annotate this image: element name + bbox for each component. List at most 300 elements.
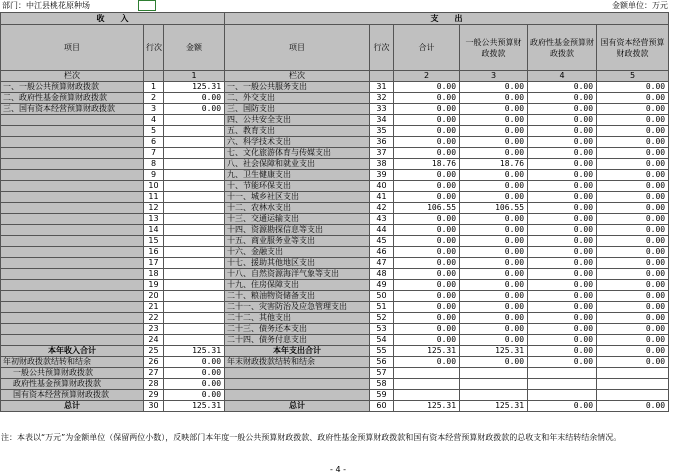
department-label: 部门：中江县桃花原种场 (2, 1, 90, 10)
expense-item-label: 五、教育支出 (225, 126, 370, 137)
expense-total-amount[interactable]: 0.00 (394, 137, 460, 148)
line-no-cell: 9 (144, 170, 164, 181)
colnum-label-left: 栏次 (1, 71, 144, 82)
line-no-cell: 3 (144, 104, 164, 115)
col-expense-line: 行次 (370, 25, 394, 71)
line-no-cell: 5 (144, 126, 164, 137)
line-no-cell: 35 (370, 126, 394, 137)
line-no-cell: 36 (370, 137, 394, 148)
line-no-cell: 57 (370, 368, 394, 379)
gov-fund-amount[interactable]: 0.00 (528, 280, 597, 291)
gov-fund-amount[interactable]: 0.00 (528, 148, 597, 159)
expense-total-general[interactable]: 125.31 (460, 346, 528, 357)
state-capital-amount[interactable]: 0.00 (597, 280, 669, 291)
gov-fund-amount[interactable]: 0.00 (528, 335, 597, 346)
expense-total-amount[interactable]: 0.00 (394, 192, 460, 203)
sub-row-label: 国有资本经营预算财政拨款 (1, 390, 144, 401)
line-no-cell: 14 (144, 225, 164, 236)
income-amount[interactable] (164, 192, 225, 203)
income-amount[interactable] (164, 148, 225, 159)
table-row (1, 258, 669, 269)
line-no-cell: 47 (370, 258, 394, 269)
general-budget-amount[interactable]: 0.00 (460, 280, 528, 291)
line-no-cell: 43 (370, 214, 394, 225)
income-item-label (1, 192, 144, 203)
gov-fund-amount[interactable]: 0.00 (528, 82, 597, 93)
header-bar (0, 0, 676, 12)
income-amount[interactable] (164, 115, 225, 126)
income-item-label (1, 203, 144, 214)
line-no-cell: 59 (370, 390, 394, 401)
line-no-cell: 58 (370, 379, 394, 390)
state-capital-amount[interactable]: 0.00 (597, 148, 669, 159)
table-row (1, 269, 669, 280)
income-amount[interactable] (164, 258, 225, 269)
line-no-cell: 51 (370, 302, 394, 313)
line-no-cell: 42 (370, 203, 394, 214)
expense-total-amount[interactable]: 0.00 (394, 313, 460, 324)
expense-total-capital[interactable]: 0.00 (597, 346, 669, 357)
end-balance-label: 年末财政拨款结转和结余 (225, 357, 370, 368)
income-item-label (1, 170, 144, 181)
empty-cell (394, 368, 460, 379)
selected-cell-marker[interactable] (138, 0, 156, 11)
col-gov-fund: 政府性基金预算财政拨款 (528, 25, 597, 71)
income-item-label: 三、国有资本经营预算财政拨款 (1, 104, 144, 115)
gov-fund-amount[interactable]: 0.00 (528, 313, 597, 324)
expense-total-amount[interactable]: 0.00 (394, 280, 460, 291)
general-budget-amount[interactable]: 0.00 (460, 115, 528, 126)
state-capital-amount[interactable]: 0.00 (597, 192, 669, 203)
income-item-label (1, 280, 144, 291)
line-no-cell: 31 (370, 82, 394, 93)
line-no-cell: 27 (144, 368, 164, 379)
state-capital-amount[interactable]: 0.00 (597, 335, 669, 346)
income-item-label (1, 247, 144, 258)
line-no-cell: 20 (144, 291, 164, 302)
general-budget-amount[interactable]: 0.00 (460, 302, 528, 313)
empty-cell (225, 379, 370, 390)
empty-cell (597, 368, 669, 379)
expense-item-label: 四、公共安全支出 (225, 115, 370, 126)
general-budget-amount[interactable]: 0.00 (460, 170, 528, 181)
end-balance-general[interactable]: 0.00 (460, 357, 528, 368)
empty-cell (460, 368, 528, 379)
grand-total-fund[interactable]: 0.00 (528, 401, 597, 412)
expense-item-label: 十四、资源勘探信息等支出 (225, 225, 370, 236)
expense-item-label: 十一、城乡社区支出 (225, 192, 370, 203)
expense-total-amount[interactable]: 0.00 (394, 335, 460, 346)
income-item-label (1, 225, 144, 236)
state-capital-amount[interactable]: 0.00 (597, 324, 669, 335)
gov-fund-amount[interactable]: 0.00 (528, 137, 597, 148)
expense-item-label: 一、一般公共服务支出 (225, 82, 370, 93)
income-amount[interactable] (164, 137, 225, 148)
expense-total-amount[interactable]: 0.00 (394, 324, 460, 335)
grand-total-total[interactable]: 125.31 (394, 401, 460, 412)
line-no-cell: 40 (370, 181, 394, 192)
income-section-header: 收 入 (1, 13, 225, 25)
gov-fund-amount[interactable]: 0.00 (528, 159, 597, 170)
table-row (1, 247, 669, 258)
state-capital-amount[interactable]: 0.00 (597, 225, 669, 236)
expense-item-label: 十七、援助其他地区支出 (225, 258, 370, 269)
state-capital-amount[interactable]: 0.00 (597, 313, 669, 324)
grand-total-income[interactable]: 125.31 (164, 401, 225, 412)
state-capital-amount[interactable]: 0.00 (597, 214, 669, 225)
line-no-cell: 12 (144, 203, 164, 214)
colnum-cell: 2 (394, 71, 460, 82)
general-budget-amount[interactable]: 0.00 (460, 214, 528, 225)
begin-balance-label: 年初财政拨款结转和结余 (1, 357, 144, 368)
line-no-cell: 26 (144, 357, 164, 368)
income-item-label (1, 236, 144, 247)
expense-item-label: 二十、粮油物资储备支出 (225, 291, 370, 302)
general-budget-amount[interactable]: 0.00 (460, 82, 528, 93)
income-item-label (1, 324, 144, 335)
expense-total-amount[interactable]: 0.00 (394, 214, 460, 225)
expense-total-amount[interactable]: 0.00 (394, 82, 460, 93)
expense-total-label: 本年支出合计 (225, 346, 370, 357)
line-no-cell: 56 (370, 357, 394, 368)
expense-section-header: 支 出 (225, 13, 669, 25)
income-amount[interactable] (164, 302, 225, 313)
colnum-cell: 5 (597, 71, 669, 82)
end-balance-capital[interactable]: 0.00 (597, 357, 669, 368)
line-no-cell: 19 (144, 280, 164, 291)
income-item-label (1, 258, 144, 269)
table-row (1, 280, 669, 291)
table-row (1, 225, 669, 236)
general-budget-amount[interactable]: 0.00 (460, 247, 528, 258)
line-no-cell: 17 (144, 258, 164, 269)
line-no-cell: 22 (144, 313, 164, 324)
gov-fund-amount[interactable]: 0.00 (528, 104, 597, 115)
expense-total-amount[interactable]: 0.00 (394, 225, 460, 236)
line-no-cell: 60 (370, 401, 394, 412)
general-budget-amount[interactable]: 0.00 (460, 291, 528, 302)
expense-total-fund[interactable]: 0.00 (528, 346, 597, 357)
expense-item-label: 九、卫生健康支出 (225, 170, 370, 181)
gov-fund-amount[interactable]: 0.00 (528, 291, 597, 302)
page-number: - 4 - (330, 465, 346, 474)
line-no-cell: 2 (144, 93, 164, 104)
expense-item-label: 八、社会保障和就业支出 (225, 159, 370, 170)
general-budget-amount[interactable]: 0.00 (460, 225, 528, 236)
line-no-cell: 23 (144, 324, 164, 335)
sub-row-amount[interactable]: 0.00 (164, 390, 225, 401)
general-budget-amount[interactable]: 0.00 (460, 313, 528, 324)
income-amount[interactable] (164, 159, 225, 170)
table-row (1, 214, 669, 225)
general-budget-amount[interactable]: 0.00 (460, 126, 528, 137)
gov-fund-amount[interactable]: 0.00 (528, 203, 597, 214)
line-no-cell: 52 (370, 313, 394, 324)
expense-item-label: 二十一、灾害防治及应急管理支出 (225, 302, 370, 313)
gov-fund-amount[interactable]: 0.00 (528, 93, 597, 104)
gov-fund-amount[interactable]: 0.00 (528, 236, 597, 247)
state-capital-amount[interactable]: 0.00 (597, 291, 669, 302)
income-item-label (1, 159, 144, 170)
expense-item-label: 十三、交通运输支出 (225, 214, 370, 225)
income-item-label (1, 335, 144, 346)
expense-total-amount[interactable]: 0.00 (394, 181, 460, 192)
expense-item-label: 十九、住房保障支出 (225, 280, 370, 291)
state-capital-amount[interactable]: 0.00 (597, 302, 669, 313)
expense-item-label: 十五、商业服务业等支出 (225, 236, 370, 247)
colnum-label-right: 栏次 (225, 71, 370, 82)
general-budget-amount[interactable]: 0.00 (460, 148, 528, 159)
income-amount[interactable] (164, 291, 225, 302)
table-row (1, 313, 669, 324)
sub-row-amount[interactable]: 0.00 (164, 379, 225, 390)
expense-item-label: 六、科学技术支出 (225, 137, 370, 148)
empty-cell (225, 390, 370, 401)
general-budget-amount[interactable]: 106.55 (460, 203, 528, 214)
line-no-cell: 11 (144, 192, 164, 203)
line-no-cell: 10 (144, 181, 164, 192)
income-amount[interactable]: 125.31 (164, 82, 225, 93)
income-item-label: 二、政府性基金预算财政拨款 (1, 93, 144, 104)
general-budget-amount[interactable]: 0.00 (460, 269, 528, 280)
line-no-cell: 8 (144, 159, 164, 170)
income-item-label (1, 291, 144, 302)
general-budget-amount[interactable]: 0.00 (460, 258, 528, 269)
expense-item-label: 三、国防支出 (225, 104, 370, 115)
state-capital-amount[interactable]: 0.00 (597, 236, 669, 247)
end-balance-total[interactable]: 0.00 (394, 357, 460, 368)
expense-total-amount[interactable]: 0.00 (394, 302, 460, 313)
general-budget-amount[interactable]: 0.00 (460, 93, 528, 104)
table-row (1, 192, 669, 203)
expense-total-amount[interactable]: 106.55 (394, 203, 460, 214)
line-no-cell: 16 (144, 247, 164, 258)
expense-total-total[interactable]: 125.31 (394, 346, 460, 357)
state-capital-amount[interactable]: 0.00 (597, 126, 669, 137)
fiscal-appropriation-table (0, 12, 669, 412)
col-income-line: 行次 (144, 25, 164, 71)
income-amount[interactable] (164, 269, 225, 280)
income-amount[interactable] (164, 181, 225, 192)
general-budget-amount[interactable]: 0.00 (460, 192, 528, 203)
end-balance-fund[interactable]: 0.00 (528, 357, 597, 368)
income-amount[interactable] (164, 203, 225, 214)
empty-cell (528, 379, 597, 390)
gov-fund-amount[interactable]: 0.00 (528, 126, 597, 137)
income-total-amount[interactable]: 125.31 (164, 346, 225, 357)
grand-total-general[interactable]: 125.31 (460, 401, 528, 412)
gov-fund-amount[interactable]: 0.00 (528, 181, 597, 192)
empty-cell (460, 379, 528, 390)
general-budget-amount[interactable]: 0.00 (460, 324, 528, 335)
expense-total-amount[interactable]: 0.00 (394, 170, 460, 181)
income-amount[interactable] (164, 214, 225, 225)
line-no-cell: 7 (144, 148, 164, 159)
income-total-label: 本年收入合计 (1, 346, 144, 357)
income-item-label (1, 313, 144, 324)
expense-total-amount[interactable]: 0.00 (394, 93, 460, 104)
table-row (1, 335, 669, 346)
state-capital-amount[interactable]: 0.00 (597, 137, 669, 148)
income-amount[interactable] (164, 126, 225, 137)
sub-row-amount[interactable]: 0.00 (164, 368, 225, 379)
expense-total-amount[interactable]: 0.00 (394, 236, 460, 247)
income-amount[interactable] (164, 313, 225, 324)
state-capital-amount[interactable]: 0.00 (597, 269, 669, 280)
table-row (1, 137, 669, 148)
state-capital-amount[interactable]: 0.00 (597, 93, 669, 104)
expense-item-label: 十、节能环保支出 (225, 181, 370, 192)
colnum-cell (370, 71, 394, 82)
expense-total-amount[interactable]: 18.76 (394, 159, 460, 170)
expense-item-label: 七、文化旅游体育与传媒支出 (225, 148, 370, 159)
expense-total-amount[interactable]: 0.00 (394, 104, 460, 115)
income-item-label (1, 126, 144, 137)
col-state-capital: 国有资本经营预算财政拨款 (597, 25, 669, 71)
table-row (1, 159, 669, 170)
line-no-cell: 46 (370, 247, 394, 258)
expense-item-label: 二、外交支出 (225, 93, 370, 104)
table-row (1, 203, 669, 214)
table-row (1, 291, 669, 302)
line-no-cell: 39 (370, 170, 394, 181)
line-no-cell: 4 (144, 115, 164, 126)
income-amount[interactable] (164, 324, 225, 335)
expense-item-label: 十二、农林水支出 (225, 203, 370, 214)
grand-total-label: 总计 (1, 401, 144, 412)
line-no-cell: 13 (144, 214, 164, 225)
income-item-label (1, 115, 144, 126)
income-amount[interactable]: 0.00 (164, 104, 225, 115)
income-amount[interactable] (164, 247, 225, 258)
empty-cell (460, 390, 528, 401)
expense-total-amount[interactable]: 0.00 (394, 126, 460, 137)
colnum-cell (144, 71, 164, 82)
table-row (1, 181, 669, 192)
gov-fund-amount[interactable]: 0.00 (528, 225, 597, 236)
table-row (1, 170, 669, 181)
state-capital-amount[interactable]: 0.00 (597, 104, 669, 115)
table-row (1, 104, 669, 115)
grand-total-capital[interactable]: 0.00 (597, 401, 669, 412)
expense-total-amount[interactable]: 0.00 (394, 247, 460, 258)
line-no-cell: 32 (370, 93, 394, 104)
empty-cell (528, 390, 597, 401)
line-no-cell: 30 (144, 401, 164, 412)
income-amount[interactable] (164, 335, 225, 346)
line-no-cell: 38 (370, 159, 394, 170)
expense-total-amount[interactable]: 0.00 (394, 258, 460, 269)
income-amount[interactable]: 0.00 (164, 93, 225, 104)
begin-balance-amount[interactable]: 0.00 (164, 357, 225, 368)
general-budget-amount[interactable]: 0.00 (460, 137, 528, 148)
col-expense-total: 合计 (394, 25, 460, 71)
gov-fund-amount[interactable]: 0.00 (528, 258, 597, 269)
table-body (1, 82, 669, 346)
line-no-cell: 18 (144, 269, 164, 280)
table-row (1, 82, 669, 93)
table-row (1, 115, 669, 126)
state-capital-amount[interactable]: 0.00 (597, 82, 669, 93)
income-item-label (1, 269, 144, 280)
income-item-label: 一、一般公共预算财政拨款 (1, 82, 144, 93)
line-no-cell: 54 (370, 335, 394, 346)
empty-cell (394, 390, 460, 401)
line-no-cell: 25 (144, 346, 164, 357)
state-capital-amount[interactable]: 0.00 (597, 170, 669, 181)
state-capital-amount[interactable]: 0.00 (597, 159, 669, 170)
income-item-label (1, 137, 144, 148)
expense-item-label: 二十二、其他支出 (225, 313, 370, 324)
gov-fund-amount[interactable]: 0.00 (528, 324, 597, 335)
income-amount[interactable] (164, 170, 225, 181)
income-amount[interactable] (164, 280, 225, 291)
table-row (1, 302, 669, 313)
gov-fund-amount[interactable]: 0.00 (528, 247, 597, 258)
expense-total-amount[interactable]: 0.00 (394, 291, 460, 302)
table-row (1, 93, 669, 104)
line-no-cell: 34 (370, 115, 394, 126)
line-no-cell: 6 (144, 137, 164, 148)
line-no-cell: 55 (370, 346, 394, 357)
state-capital-amount[interactable]: 0.00 (597, 181, 669, 192)
gov-fund-amount[interactable]: 0.00 (528, 214, 597, 225)
line-no-cell: 21 (144, 302, 164, 313)
col-expense-item: 项目 (225, 25, 370, 71)
gov-fund-amount[interactable]: 0.00 (528, 302, 597, 313)
income-amount[interactable] (164, 236, 225, 247)
empty-cell (225, 368, 370, 379)
line-no-cell: 45 (370, 236, 394, 247)
general-budget-amount[interactable]: 0.00 (460, 181, 528, 192)
state-capital-amount[interactable]: 0.00 (597, 247, 669, 258)
state-capital-amount[interactable]: 0.00 (597, 115, 669, 126)
gov-fund-amount[interactable]: 0.00 (528, 170, 597, 181)
line-no-cell: 29 (144, 390, 164, 401)
gov-fund-amount[interactable]: 0.00 (528, 192, 597, 203)
expense-total-amount[interactable]: 0.00 (394, 148, 460, 159)
table-row (1, 236, 669, 247)
line-no-cell: 41 (370, 192, 394, 203)
income-amount[interactable] (164, 225, 225, 236)
state-capital-amount[interactable]: 0.00 (597, 258, 669, 269)
expense-item-label: 二十三、债务还本支出 (225, 324, 370, 335)
colnum-cell: 1 (164, 71, 225, 82)
sub-row-label: 一般公共预算财政拨款 (1, 368, 144, 379)
expense-total-amount[interactable]: 0.00 (394, 269, 460, 280)
general-budget-amount[interactable]: 0.00 (460, 236, 528, 247)
line-no-cell: 50 (370, 291, 394, 302)
expense-total-amount[interactable]: 0.00 (394, 115, 460, 126)
gov-fund-amount[interactable]: 0.00 (528, 115, 597, 126)
gov-fund-amount[interactable]: 0.00 (528, 269, 597, 280)
income-item-label (1, 302, 144, 313)
empty-cell (597, 390, 669, 401)
line-no-cell: 15 (144, 236, 164, 247)
line-no-cell: 37 (370, 148, 394, 159)
line-no-cell: 28 (144, 379, 164, 390)
general-budget-amount[interactable]: 0.00 (460, 104, 528, 115)
general-budget-amount[interactable]: 0.00 (460, 335, 528, 346)
general-budget-amount[interactable]: 18.76 (460, 159, 528, 170)
col-income-item: 项目 (1, 25, 144, 71)
state-capital-amount[interactable]: 0.00 (597, 203, 669, 214)
col-general-budget: 一般公共预算财政拨款 (460, 25, 528, 71)
line-no-cell: 24 (144, 335, 164, 346)
grand-total-expense-label: 总计 (225, 401, 370, 412)
expense-item-label: 十六、金融支出 (225, 247, 370, 258)
line-no-cell: 49 (370, 280, 394, 291)
